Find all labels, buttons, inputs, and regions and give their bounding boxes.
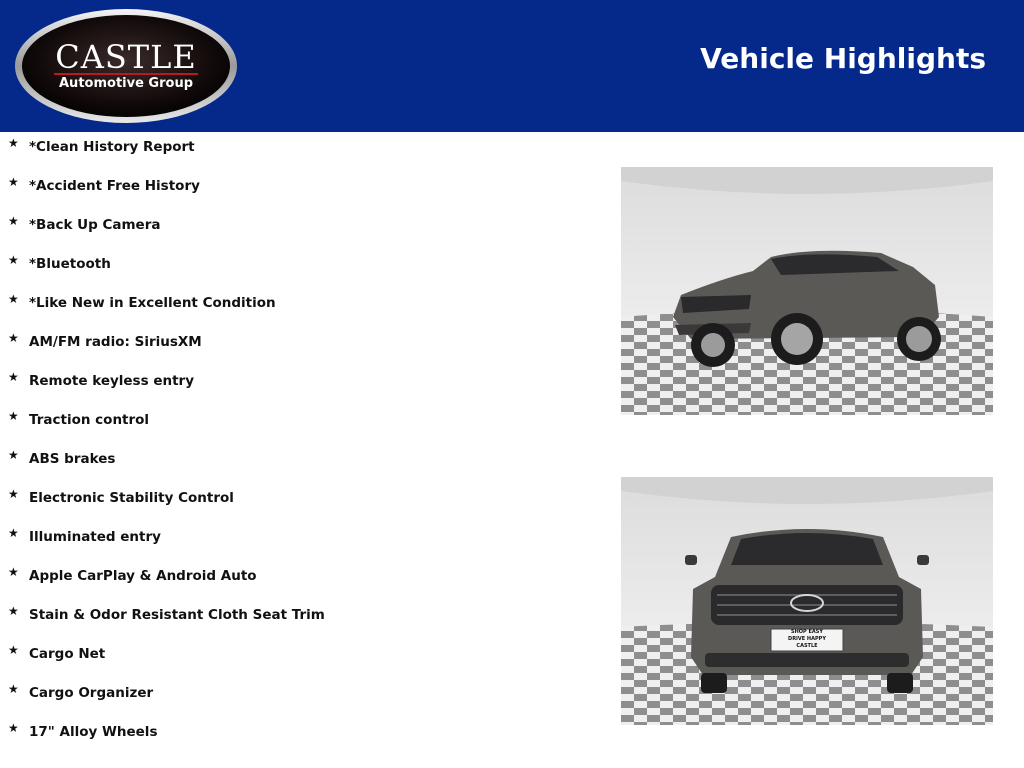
star-icon: ★ xyxy=(8,682,19,696)
list-item xyxy=(0,643,600,682)
list-item xyxy=(0,409,600,448)
list-item xyxy=(0,253,600,292)
list-item xyxy=(0,292,600,331)
star-icon: ★ xyxy=(8,565,19,579)
star-icon: ★ xyxy=(8,643,19,657)
star-icon: ★ xyxy=(8,292,19,306)
feature-label: 17" Alloy Wheels xyxy=(29,724,158,740)
star-icon: ★ xyxy=(8,487,19,501)
feature-label: Remote keyless entry xyxy=(29,373,195,389)
list-item xyxy=(0,682,600,721)
star-icon: ★ xyxy=(8,253,19,267)
list-item xyxy=(0,487,600,526)
page-title: Vehicle Highlights xyxy=(700,42,986,75)
star-icon: ★ xyxy=(8,721,19,735)
feature-label: ABS brakes xyxy=(29,451,116,467)
feature-label: Cargo Organizer xyxy=(29,685,154,701)
list-item xyxy=(0,175,600,214)
logo-tagline: Automotive Group xyxy=(59,76,193,91)
plate-line-2: DRIVE HAPPY xyxy=(788,636,826,642)
vehicle-photo-side xyxy=(621,167,993,415)
star-icon: ★ xyxy=(8,409,19,423)
star-icon: ★ xyxy=(8,370,19,384)
plate-line-3: CASTLE xyxy=(796,643,818,649)
feature-label: *Back Up Camera xyxy=(29,217,161,233)
feature-label: Traction control xyxy=(29,412,150,428)
star-icon: ★ xyxy=(8,526,19,540)
star-icon: ★ xyxy=(8,604,19,618)
list-item xyxy=(0,721,600,760)
castle-logo xyxy=(14,8,238,124)
list-item xyxy=(0,565,600,604)
list-item xyxy=(0,214,600,253)
feature-label: Electronic Stability Control xyxy=(29,490,234,506)
feature-label: Cargo Net xyxy=(29,646,106,662)
list-item xyxy=(0,604,600,643)
star-icon: ★ xyxy=(8,175,19,189)
feature-label: AM/FM radio: SiriusXM xyxy=(29,334,202,350)
dealer-plate xyxy=(771,629,843,651)
feature-label: *Like New in Excellent Condition xyxy=(29,295,276,311)
list-item xyxy=(0,370,600,409)
star-icon: ★ xyxy=(8,331,19,345)
star-icon: ★ xyxy=(8,214,19,228)
feature-label: *Bluetooth xyxy=(29,256,111,272)
list-item xyxy=(0,526,600,565)
feature-list xyxy=(0,136,600,760)
feature-label: *Accident Free History xyxy=(29,178,200,194)
vehicle-photo-front xyxy=(621,477,993,725)
list-item xyxy=(0,136,600,175)
list-item xyxy=(0,331,600,370)
feature-label: Apple CarPlay & Android Auto xyxy=(29,568,257,584)
header-banner xyxy=(0,0,1024,132)
star-icon: ★ xyxy=(8,136,19,150)
plate-line-1: SHOP EASY xyxy=(791,629,823,635)
logo-wordmark: CASTLE xyxy=(55,38,197,76)
feature-label: Stain & Odor Resistant Cloth Seat Trim xyxy=(29,607,325,623)
feature-label: *Clean History Report xyxy=(29,139,195,155)
list-item xyxy=(0,448,600,487)
feature-label: Illuminated entry xyxy=(29,529,161,545)
star-icon: ★ xyxy=(8,448,19,462)
